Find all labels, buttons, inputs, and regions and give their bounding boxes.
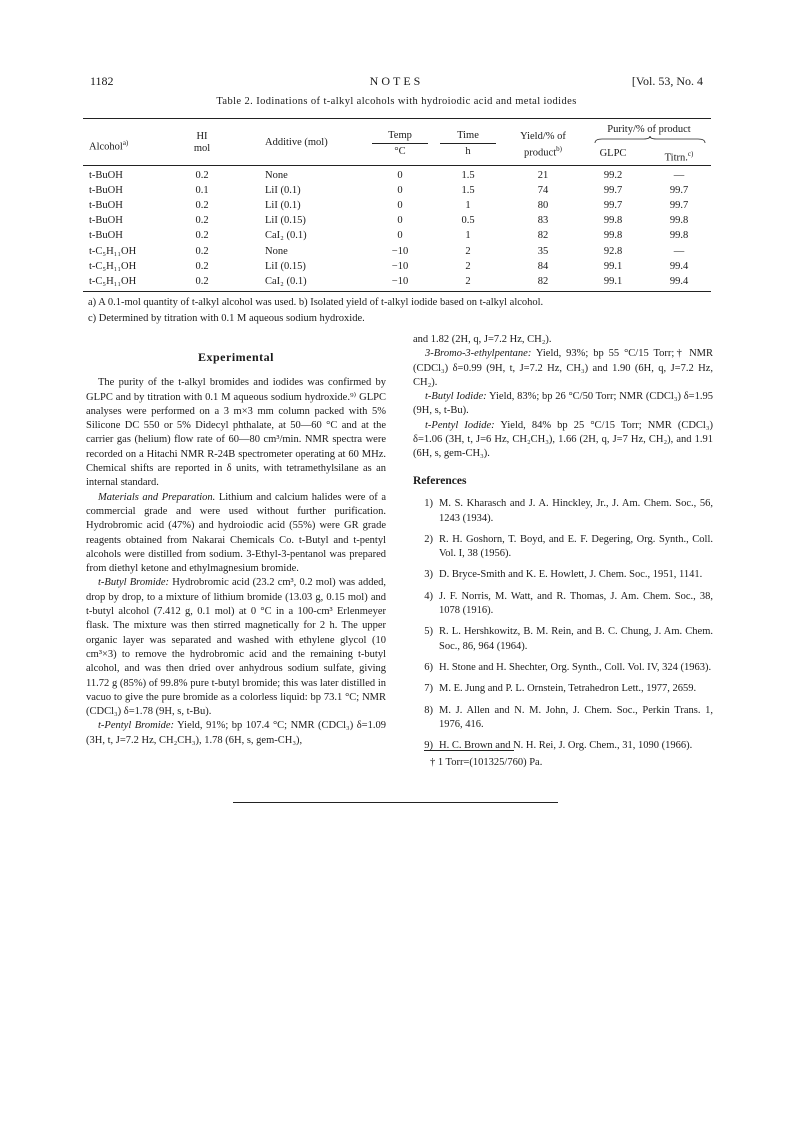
purity-brace (594, 136, 706, 144)
cell-yield: 83 (537, 215, 549, 227)
reference-text: M. E. Jung and P. L. Ornstein, Tetrahedron Lett., 1977, 2659. (439, 683, 697, 695)
cell-temp: 0 (397, 170, 403, 181)
cell-alcohol: t-C₅H₁₁OH (89, 275, 137, 287)
cell-titrn: 99.7 (669, 185, 689, 197)
torr-footnote: † 1 Torr=(101325/760) Pa. (430, 757, 543, 768)
cell-glpc: 99.8 (603, 215, 623, 227)
table-top-rule (83, 118, 711, 119)
cell-hi: 0.2 (195, 275, 209, 287)
cell-alcohol: t-BuOH (89, 185, 123, 197)
tpentyl-iodide-paragraph: t-Pentyl Iodide: Yield, 84% bp 25 °C/15 Torr; NMR (CDCl₃) δ=1.06 (3H, t, J=6 Hz, CH₂CH₃), 1.66 (2H, q, J=7 Hz, CH₂), and 1.91 (6H, s, gem-CH₃). (413, 419, 713, 460)
reference-item (413, 497, 713, 526)
references-section (413, 474, 713, 760)
cell-additive: CaI₂ (0.1) (265, 230, 307, 242)
reference-number: 1) (424, 498, 433, 510)
reference-text: H. Stone and H. Shechter, Org. Synth., Coll. Vol. IV, 324 (1963). (439, 661, 712, 673)
cell-hi: 0.2 (195, 170, 209, 181)
reference-text: M. J. Allen and N. M. John, J. Chem. Soc., Perkin Trans. 1, 1976, 416. (439, 704, 713, 730)
cell-alcohol: t-C₅H₁₁OH (89, 260, 137, 272)
cell-time: 0.5 (461, 215, 475, 227)
tbutyl-iodide-paragraph: t-Butyl Iodide: Yield, 83%; bp 26 °C/50 Torr; NMR (CDCl₃) δ=1.95 (9H, s, t-Bu). (413, 391, 713, 417)
experimental-continued (413, 333, 713, 462)
cell-time: 1 (465, 200, 471, 212)
col-header-glpc: GLPC (599, 148, 627, 159)
cell-temp: −10 (391, 275, 409, 287)
footnote-rule (424, 750, 514, 751)
tpentyl-bromide-paragraph: t-Pentyl Bromide: Yield, 91%; bp 107.4 °C; NMR (CDCl₃) δ=1.09 (3H, t, J=7.2 Hz, CH₂CH₃), 1.78 (6H, s, gem-CH₃), (86, 720, 386, 746)
reference-text: H. C. Brown and N. H. Rei, J. Org. Chem., 31, 1090 (1966). (439, 740, 693, 752)
cell-alcohol: t-BuOH (89, 200, 123, 212)
cell-temp: 0 (397, 185, 403, 197)
cell-glpc: 99.7 (603, 185, 623, 197)
cell-hi: 0.2 (195, 200, 209, 212)
cell-yield: 80 (537, 200, 549, 212)
page-number: 1182 (90, 74, 114, 88)
table-footnote-c: c) Determined by titration with 0.1 M aqueous sodium hydroxide. (88, 313, 365, 324)
table-caption: Table 2. Iodinations of t-alkyl alcohols with hydroiodic acid and metal iodides (216, 96, 577, 107)
reference-item (413, 533, 713, 562)
cell-additive: None (265, 245, 288, 257)
reference-text: J. F. Norris, M. Watt, and R. Thomas, J. Am. Chem. Soc., 38, 1078 (1916). (439, 590, 713, 617)
col-header-purity: Purity/% of product (607, 124, 691, 135)
cell-glpc: 99.7 (603, 200, 623, 212)
table-header-rule (83, 165, 711, 166)
table-bottom-rule (83, 291, 711, 292)
references-heading: References (413, 475, 467, 487)
cell-time: 1.5 (461, 170, 475, 181)
reference-number: 6) (424, 661, 433, 673)
cell-temp: 0 (397, 230, 403, 242)
tbutyl-bromide-paragraph: t-Butyl Bromide: Hydrobromic acid (23.2 cm³, 0.2 mol) was added, drop by drop, to a mixture of lithium bromide (13.03 g, 0.15 mol) and t-butyl alcohol (7.412 g, 0.1 mol) at 0 °C in a 100-cm³ Erlenmeyer flask. The mixture was then stirred magnetically for 2 h. The upper organic layer was separated and washed with ethylene glycol (10 cm³×3) to remove the hydrobromic acid and the remaining t-butyl alcohol, and was then dried over anhydrous sodium sulfate, giving 11.72 g (85%) of 99.8% pure t-butyl bromide; this was later distilled in vacuo to give the pure bromide as a colorless liquid: bp 73.1 °C; NMR (CDCl₃) δ=1.78 (9H, s, t-Bu). (86, 577, 387, 718)
cell-glpc: 99.1 (603, 275, 623, 287)
reference-text: R. H. Goshorn, T. Boyd, and E. F. Degering, Org. Synth., Coll. Vol. I, 38 (1956). (439, 533, 713, 560)
cell-temp: −10 (391, 245, 409, 257)
table-footnote-ab: a) A 0.1-mol quantity of t-alkyl alcohol was used. b) Isolated yield of t-alkyl iodide based on t-alkyl alcohol. (88, 297, 544, 308)
volume-info: [Vol. 53, No. 4 (631, 74, 703, 88)
cell-glpc: 99.2 (603, 170, 623, 181)
cell-yield: 74 (537, 185, 549, 197)
col-header-titrn: Titrn.$^{c)}$ (664, 150, 694, 164)
cell-alcohol: t-C₅H₁₁OH (89, 245, 137, 257)
col-header-hi: HI mol (193, 131, 211, 154)
cell-glpc: 99.8 (603, 230, 623, 242)
cell-yield: 35 (537, 245, 549, 257)
cell-time: 2 (465, 260, 471, 272)
cell-titrn: 99.7 (669, 200, 689, 212)
experimental-section (86, 350, 386, 748)
reference-item (413, 661, 713, 675)
cell-additive: CaI₂ (0.1) (265, 275, 307, 287)
cell-yield: 21 (537, 170, 549, 181)
cell-temp: 0 (397, 200, 403, 212)
col-header-additive: Additive (mol) (265, 137, 328, 148)
cell-yield: 82 (537, 230, 549, 242)
cell-alcohol: t-BuOH (89, 230, 123, 242)
reference-item (413, 625, 713, 654)
cell-additive: LiI (0.1) (265, 200, 301, 212)
cell-time: 1.5 (461, 185, 475, 197)
cell-hi: 0.2 (195, 215, 209, 227)
col-header-time: Time h (440, 130, 496, 158)
reference-text: R. L. Hershkowitz, B. M. Rein, and B. C. Chung, J. Am. Chem. Soc., 86, 964 (1964). (439, 626, 713, 652)
reference-item (413, 682, 713, 696)
cell-time: 1 (465, 230, 471, 242)
running-title: NOTES (369, 74, 424, 88)
end-rule (233, 802, 558, 803)
cell-time: 2 (465, 245, 471, 257)
reference-number: 3) (424, 569, 433, 581)
cell-titrn: — (673, 245, 685, 257)
cell-glpc: 92.8 (603, 245, 623, 257)
reference-number: 7) (424, 683, 433, 695)
cell-temp: −10 (391, 260, 409, 272)
cell-additive: None (265, 170, 288, 181)
cell-titrn: 99.8 (669, 230, 689, 242)
reference-number: 5) (424, 626, 433, 638)
ethylpentane-paragraph: 3-Bromo-3-ethylpentane: Yield, 93%; bp 55 °C/15 Torr;† NMR (CDCl₃) δ=0.99 (9H, t, J=7.2 Hz, CH₃) and 1.90 (6H, q, J=7.2 Hz, CH₂). (413, 348, 713, 388)
experimental-heading: Experimental (198, 350, 274, 364)
cell-alcohol: t-BuOH (89, 170, 123, 181)
reference-item (413, 739, 713, 753)
reference-number: 8) (424, 704, 433, 716)
reference-number: 2) (424, 533, 433, 545)
cell-additive: LiI (0.15) (265, 215, 306, 227)
reference-list (413, 497, 713, 753)
reference-item (413, 704, 713, 733)
cell-additive: LiI (0.15) (265, 260, 306, 272)
cell-hi: 0.1 (195, 185, 209, 197)
cell-hi: 0.2 (195, 260, 209, 272)
reference-number: 9) (424, 740, 433, 752)
cell-temp: 0 (397, 215, 403, 227)
reference-text: M. S. Kharasch and J. A. Hinckley, Jr., J. Am. Chem. Soc., 56, 1243 (1934). (439, 498, 713, 524)
cell-titrn: 99.4 (669, 260, 689, 272)
cell-titrn: 99.8 (669, 215, 689, 227)
col-header-temp: Temp °C (372, 130, 428, 158)
cell-hi: 0.2 (195, 245, 209, 257)
cell-additive: LiI (0.1) (265, 185, 301, 197)
cell-titrn: — (673, 170, 685, 181)
cell-alcohol: t-BuOH (89, 215, 123, 227)
cell-time: 2 (465, 275, 471, 287)
reference-text: D. Bryce-Smith and K. E. Howlett, J. Chem. Soc., 1951, 1141. (439, 569, 703, 581)
cell-glpc: 99.1 (603, 260, 623, 272)
reference-number: 4) (424, 590, 433, 602)
experimental-intro: The purity of the t-alkyl bromides and iodides was confirmed by GLPC and by titration with 0.1 M aqueous sodium hydroxide.⁹⁾ GLPC analyses were performed on a 3 m×3 mm column packed with 5% Silicone DC 550 or 5% Didecyl phthalate, at 50—60 °C and at the carrier gas (helium) flow rate of 60—80 cm³/min. NMR spectra were recorded on a Hitachi NMR R-24B spectrometer operating at 60 MHz. Chemical shifts are reported in δ units, with tetramethylsilane as an internal standard. (86, 377, 386, 489)
cell-yield: 84 (537, 260, 549, 272)
col-header-alcohol: Alcohol$^{a)}$ (89, 139, 129, 153)
materials-paragraph: Materials and Preparation. Lithium and calcium halides were of a commercial grade and were used without further purification. Hydrobromic acid (47%) and hydroiodic acid (55%) were GR grade reagents obtained from Nakarai Chemicals Co. t-Butyl and t-pentyl alcohols were distilled from sodium. 3-Ethyl-3-pentanol was prepared from diethyl ketone and ethylmagnesium bromide. (86, 491, 386, 575)
cell-titrn: 99.4 (669, 275, 689, 287)
tpentyl-bromide-continued: and 1.82 (2H, q, J=7.2 Hz, CH₂). (413, 334, 552, 345)
reference-item (413, 568, 713, 582)
cell-yield: 82 (537, 275, 549, 287)
reference-item (413, 590, 713, 619)
cell-hi: 0.2 (195, 230, 209, 242)
col-header-yield: Yield/% of product$^{b)}$ (520, 131, 566, 159)
